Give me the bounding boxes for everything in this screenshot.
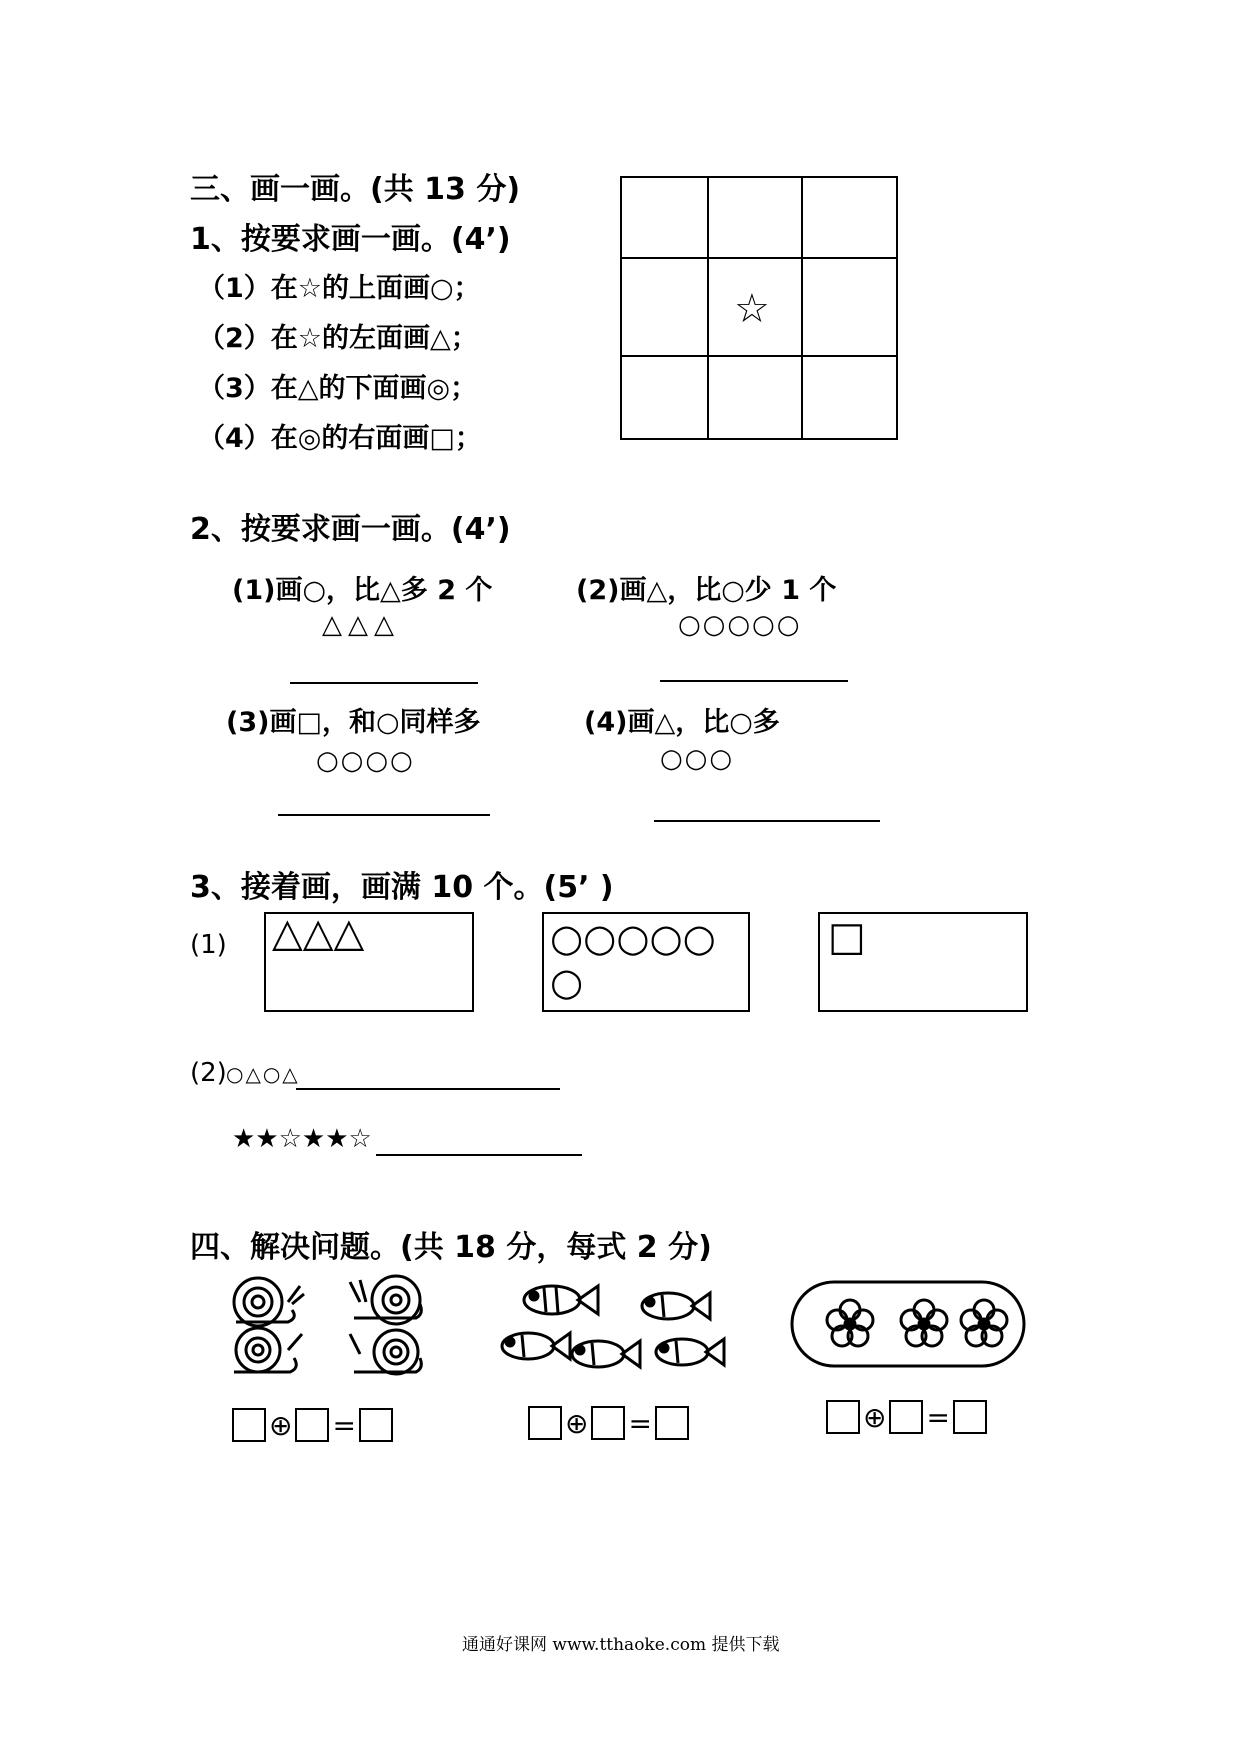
plus-sign: ⊕: [565, 1406, 589, 1440]
q3-pattern-1: ○△○△: [226, 1062, 300, 1086]
snail-icon: [350, 1330, 421, 1374]
answer-box[interactable]: [295, 1408, 329, 1442]
q1-title: 1、按要求画一画。(4’): [190, 222, 511, 257]
equation-snails: [232, 1408, 393, 1442]
answer-box[interactable]: [359, 1408, 393, 1442]
q3-box-squares[interactable]: [818, 912, 1028, 1012]
q2-answer-line-2[interactable]: [660, 680, 848, 682]
q2-item-3-shapes: ○○○○: [316, 746, 415, 776]
q3-box-triangles-shapes: △△△: [272, 910, 365, 956]
equation-flowers: [826, 1400, 987, 1434]
q2-item-4-shapes: ○○○: [660, 744, 735, 774]
fish-icon: [642, 1293, 710, 1319]
fish-icon: [524, 1286, 598, 1314]
answer-box[interactable]: [528, 1406, 562, 1440]
q2-item-2-label: (2)画△，比○少 1 个: [576, 575, 837, 606]
fish-icon: [656, 1339, 724, 1365]
answer-box[interactable]: [889, 1400, 923, 1434]
q3-pattern-2: ★★☆★★☆: [232, 1124, 372, 1154]
q1-item-3: （3）在△的下面画◎；: [198, 373, 478, 404]
q3-answer-line-2[interactable]: [376, 1154, 582, 1156]
q2-item-3-label: (3)画□，和○同样多: [226, 707, 481, 738]
fish-icon: [502, 1333, 570, 1359]
equals-sign: =: [332, 1408, 356, 1442]
grid-star-icon: ☆: [734, 286, 770, 332]
section4-title: 四、解决问题。(共 18 分，每式 2 分): [190, 1230, 712, 1265]
q2-item-1-shapes: △△△: [322, 610, 400, 640]
plus-sign: ⊕: [269, 1408, 293, 1442]
q1-item-4: （4）在◎的右面画□；: [198, 423, 482, 454]
flowers-picture: [790, 1280, 1030, 1370]
footer-credit: 通通好课网 www.tthaoke.com 提供下载: [462, 1635, 780, 1655]
q3-part1-label: (1): [190, 930, 227, 960]
q2-item-4-label: (4)画△，比○多: [584, 707, 780, 738]
flower-icon: [901, 1300, 947, 1346]
equals-sign: =: [926, 1400, 950, 1434]
q2-answer-line-1[interactable]: [290, 682, 478, 684]
q2-title: 2、按要求画一画。(4’): [190, 512, 511, 547]
snail-icon: [350, 1276, 421, 1324]
answer-box[interactable]: [655, 1406, 689, 1440]
q3-box-circles-shapes: ○○○○○○: [550, 916, 716, 1004]
answer-box[interactable]: [591, 1406, 625, 1440]
q3-answer-line-1[interactable]: [296, 1088, 560, 1090]
section3-title: 三、画一画。(共 13 分): [190, 172, 521, 207]
fish-icon: [572, 1341, 640, 1367]
q3-box-triangles[interactable]: [264, 912, 474, 1012]
snails-picture: [228, 1272, 438, 1382]
answer-box[interactable]: [232, 1408, 266, 1442]
q2-item-2-shapes: ○○○○○: [678, 610, 802, 640]
flower-icon: [827, 1300, 873, 1346]
plus-sign: ⊕: [863, 1400, 887, 1434]
flower-icon: [961, 1300, 1007, 1346]
q3-title: 3、接着画，画满 10 个。(5’ ): [190, 870, 614, 905]
q2-item-1-label: (1)画○，比△多 2 个: [232, 575, 493, 606]
snail-icon: [234, 1328, 302, 1372]
fish-picture: [494, 1276, 734, 1386]
q3-box-circles[interactable]: [542, 912, 750, 1012]
drawing-grid[interactable]: [620, 176, 898, 440]
answer-box[interactable]: [953, 1400, 987, 1434]
equation-fish: [528, 1406, 689, 1440]
q1-item-2: （2）在☆的左面画△；: [198, 323, 478, 354]
q1-item-1: （1）在☆的上面画○；: [198, 273, 481, 304]
q3-part2-label: (2): [190, 1058, 227, 1088]
equals-sign: =: [628, 1406, 652, 1440]
snail-icon: [234, 1278, 304, 1326]
q2-answer-line-4[interactable]: [654, 820, 880, 822]
answer-box[interactable]: [826, 1400, 860, 1434]
q3-box-squares-shapes: □: [828, 914, 866, 960]
q2-answer-line-3[interactable]: [278, 814, 490, 816]
